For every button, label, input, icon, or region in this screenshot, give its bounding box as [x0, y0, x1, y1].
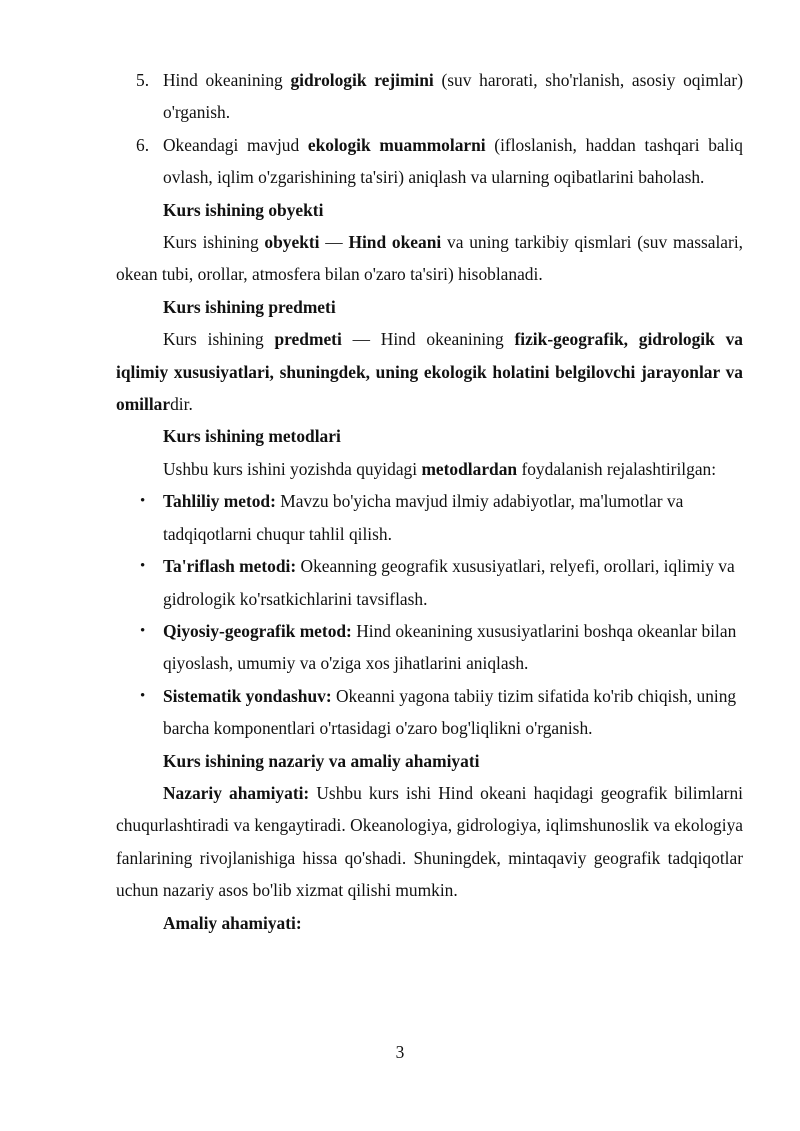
method-item — [116, 550, 743, 615]
section-heading-obyekt: Kurs ishining obyekti — [163, 199, 324, 220]
bullet-icon: • — [140, 622, 146, 639]
list-item — [116, 64, 743, 129]
item-bold-term: ekologik muammolarni — [307, 134, 486, 155]
predmet-paragraph — [116, 323, 743, 420]
paragraph-text: — — [319, 232, 349, 253]
obyekt-paragraph — [116, 226, 743, 291]
item-number: 5. — [136, 70, 150, 90]
paragraph-text: foydalanish rejalashtirilgan: — [517, 458, 717, 479]
paragraph-text: — Hind okeanining — [341, 329, 515, 350]
nazariy-paragraph — [116, 777, 743, 907]
amaliy-heading: Amaliy ahamiyati: — [163, 912, 302, 933]
bullet-icon: • — [140, 493, 146, 510]
section-heading-predmet: Kurs ishining predmeti — [163, 296, 336, 317]
bold-term: fizik-geografik, gidrologik va iqlimiy xususiyatlari, shuningdek, uning ekologik holatini belgilovchi jarayonlar va omillar — [116, 329, 743, 415]
method-item — [116, 615, 743, 680]
page-body — [116, 64, 743, 939]
method-label: Ta'riflash metodi: — [163, 556, 297, 577]
numbered-list — [116, 64, 743, 194]
item-text: Hind okeanining — [163, 70, 291, 90]
bold-term: predmeti — [274, 329, 342, 350]
item-number: 6. — [136, 134, 150, 155]
method-item — [116, 680, 743, 745]
page-number: 3 — [395, 1042, 405, 1062]
item-text: (suv harorati, sho'rlanish, asosiy oqimlar) o'rganish. — [163, 70, 743, 123]
bold-term: Nazariy ahamiyati: — [163, 782, 310, 803]
method-label: Qiyosiy-geografik metod: — [163, 620, 352, 641]
method-label: Sistematik yondashuv: — [163, 685, 332, 706]
paragraph-text: dir. — [170, 394, 193, 415]
paragraph-text: Ushbu kurs ishini yozishda quyidagi — [163, 458, 422, 479]
bold-term: metodlardan — [421, 458, 518, 479]
method-item — [116, 485, 743, 550]
paragraph-text: Ushbu kurs ishi Hind okeani haqidagi geografik bilimlarni chuqurlashtiradi va kengaytiradi. Okeanologiya, gidrologiya, iqlimshunoslik va ekologiya fanlarining rivojlanishiga hissa qo'shadi. Shuningdek, mintaqaviy geografik tadqiqotlar uchun nazariy asos bo'lib xizmat qilishi mumkin. — [116, 782, 743, 901]
paragraph-text: va uning tarkibiy qismlari (suv massalari, okean tubi, orollar, atmosfera bilan o'zaro ta'siri) hisoblanadi. — [116, 232, 743, 285]
method-text: Okeanning geografik xususiyatlari, relyefi, orollari, iqlimiy va gidrologik ko'rsatkichlarini tavsiflash. — [163, 556, 735, 609]
item-text: Okeandagi mavjud — [163, 134, 308, 155]
metodlar-intro — [116, 453, 743, 485]
methods-list — [116, 485, 743, 744]
method-label: Tahliliy metod: — [163, 491, 276, 512]
bold-term: obyekti — [264, 232, 320, 253]
bullet-icon: • — [140, 687, 146, 704]
paragraph-text: Kurs ishining — [163, 329, 275, 350]
bullet-icon: • — [140, 558, 146, 575]
section-heading-ahamiyat: Kurs ishining nazariy va amaliy ahamiyati — [163, 750, 480, 771]
bold-term: Hind okeani — [348, 232, 442, 253]
paragraph-text: Kurs ishining — [163, 232, 265, 253]
method-text: Mavzu bo'yicha mavjud ilmiy adabiyotlar, ma'lumotlar va tadqiqotlarni chuqur tahlil qilish. — [163, 491, 684, 544]
item-bold-term: gidrologik rejimini — [290, 70, 434, 90]
method-text: Okeanni yagona tabiiy tizim sifatida ko'rib chiqish, uning barcha komponentlari o'rtasidagi o'zaro bog'liqlikni o'rganish. — [163, 685, 737, 739]
method-text: Hind okeanining xususiyatlarini boshqa okeanlar bilan qiyoslash, umumiy va o'ziga xos jihatlarini aniqlash. — [163, 620, 737, 674]
item-text: (ifloslanish, haddan tashqari baliq ovlash, iqlim o'zgarishining ta'siri) aniqlash va ularning oqibatlarini baholash. — [163, 134, 743, 188]
list-item — [116, 129, 743, 194]
section-heading-metodlar: Kurs ishining metodlari — [163, 426, 341, 447]
